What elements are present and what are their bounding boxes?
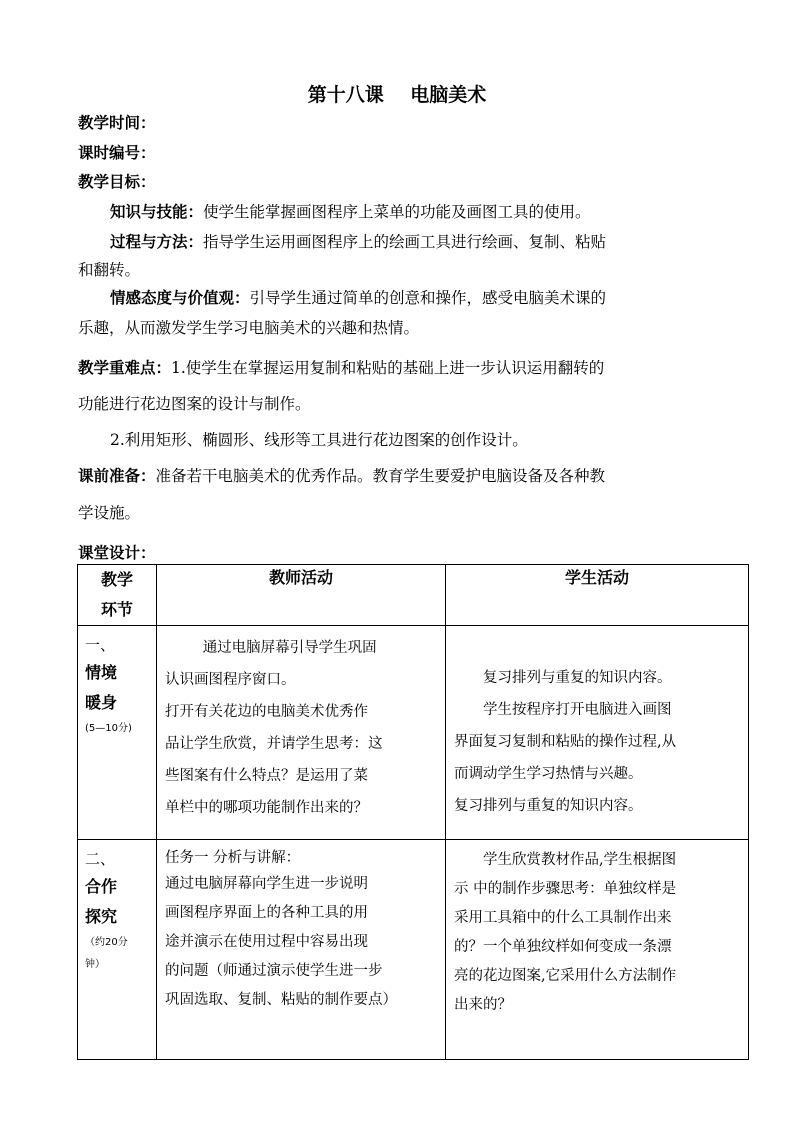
header-teacher: 教师活动 — [157, 565, 446, 626]
preparation-line2: 学设施。 — [78, 504, 141, 522]
key-points — [78, 354, 728, 382]
goal-process — [78, 228, 760, 256]
teacher-line: 单栏中的哪项功能制作出来的？ — [165, 800, 368, 816]
stage-name-line2: 探究 — [85, 907, 118, 926]
table-header-row — [78, 565, 749, 626]
goal-knowledge-label: 知识与技能： — [110, 203, 204, 221]
stage-name-line1: 合作 — [85, 877, 118, 896]
teacher-line: 画图程序界面上的各种工具的用 — [165, 905, 368, 921]
stage-number: 二、 — [85, 850, 116, 868]
student-line: 亮的花边图案,它采用什么方法制作 — [454, 968, 677, 984]
stage-cell — [78, 840, 157, 1060]
goal-emotion-label: 情感态度与价值观： — [110, 289, 250, 307]
teacher-activity-cell — [157, 840, 446, 1060]
student-line: 采用工具箱中的什么工具制作出来 — [454, 910, 672, 926]
teacher-line: 认识画图程序窗口。 — [165, 672, 296, 688]
lesson-number-label: 课时编号： — [78, 144, 156, 162]
student-line: 而调动学生学习热情与兴趣。 — [454, 766, 643, 782]
student-line: 出来的？ — [454, 997, 512, 1013]
class-design-label: 课堂设计： — [78, 544, 156, 562]
stage-time-line1: （约20分 — [85, 937, 128, 948]
key-points-line3: 2.利用矩形、椭圆形、线形等工具进行花边图案的创作设计。 — [110, 431, 528, 449]
teaching-time-label: 教学时间： — [78, 114, 156, 132]
goal-process-text: 指导学生运用画图程序上的绘画工具进行绘画、复制、粘贴 — [203, 233, 607, 251]
header-stage — [78, 565, 157, 626]
stage-number: 一、 — [85, 636, 116, 654]
goal-process-cont: 和翻转。 — [78, 261, 141, 279]
student-line: 学生按程序打开电脑进入画图 — [483, 702, 672, 718]
goal-emotion-text: 引导学生通过简单的创意和操作，感受电脑美术课的 — [249, 289, 607, 307]
table-row — [78, 840, 749, 1060]
student-line: 复习排列与重复的知识内容。 — [454, 798, 643, 814]
table-row — [78, 626, 749, 840]
key-points-label: 教学重难点： — [78, 359, 172, 377]
student-line: 的？一个单独纹样如何变成一条漂 — [454, 939, 672, 955]
goal-emotion — [78, 284, 760, 312]
student-activity-cell — [446, 840, 749, 1060]
preparation-line1: 准备若干电脑美术的优秀作品。教育学生要爱护电脑设备及各种教 — [155, 467, 606, 485]
teacher-line: 品让学生欣赏，并请学生思考：这 — [165, 736, 383, 752]
stage-name-line2: 暖身 — [85, 693, 118, 712]
preparation — [78, 462, 728, 490]
key-points-line1: 1.使学生在掌握运用复制和粘贴的基础上进一步认识运用翻转的 — [171, 359, 605, 377]
goal-emotion-cont: 乐趣，从而激发学生学习电脑美术的兴趣和热情。 — [78, 319, 420, 337]
teaching-goal-label: 教学目标： — [78, 173, 156, 191]
student-line: 示 中的制作步骤思考：单独纹样是 — [454, 881, 677, 897]
teacher-line: 通过电脑屏幕向学生进一步说明 — [165, 876, 368, 892]
student-activity-cell — [446, 626, 749, 840]
teacher-line: 巩固选取、复制、粘贴的制作要点） — [165, 992, 397, 1008]
teacher-line: 些图案有什么特点？是运用了菜 — [165, 768, 368, 784]
stage-time: (5—10分) — [85, 723, 132, 734]
teacher-activity-cell — [157, 626, 446, 840]
stage-time-line2: 钟） — [85, 959, 105, 970]
goal-knowledge-text: 使学生能掌握画图程序上菜单的功能及画图工具的使用。 — [203, 203, 591, 221]
header-stage-line1: 教学 — [100, 570, 133, 589]
student-line: 界面复习复制和粘贴的操作过程,从 — [454, 734, 677, 750]
teacher-line: 任务一 分析与讲解： — [165, 850, 301, 866]
preparation-label: 课前准备： — [78, 467, 156, 485]
stage-cell — [78, 626, 157, 840]
student-line: 学生欣赏教材作品,学生根据图 — [483, 852, 677, 868]
student-line: 复习排列与重复的知识内容。 — [483, 670, 672, 686]
stage-name-line1: 情境 — [85, 663, 118, 682]
goal-process-label: 过程与方法： — [110, 233, 204, 251]
teacher-line: 的问题（师通过演示使学生进一步 — [165, 963, 383, 979]
key-points-line2: 功能进行花边图案的设计与制作。 — [78, 395, 311, 413]
teacher-line: 途并演示在使用过程中容易出现 — [165, 934, 368, 950]
class-design-table — [77, 564, 749, 1060]
teacher-line: 通过电脑屏幕引导学生巩固 — [202, 640, 377, 656]
header-student: 学生活动 — [446, 565, 749, 626]
goal-knowledge — [78, 198, 760, 226]
page-title: 第十八课 电脑美术 — [307, 84, 487, 106]
header-stage-line2: 环节 — [100, 600, 133, 619]
teacher-line: 打开有关花边的电脑美术优秀作 — [165, 704, 368, 720]
